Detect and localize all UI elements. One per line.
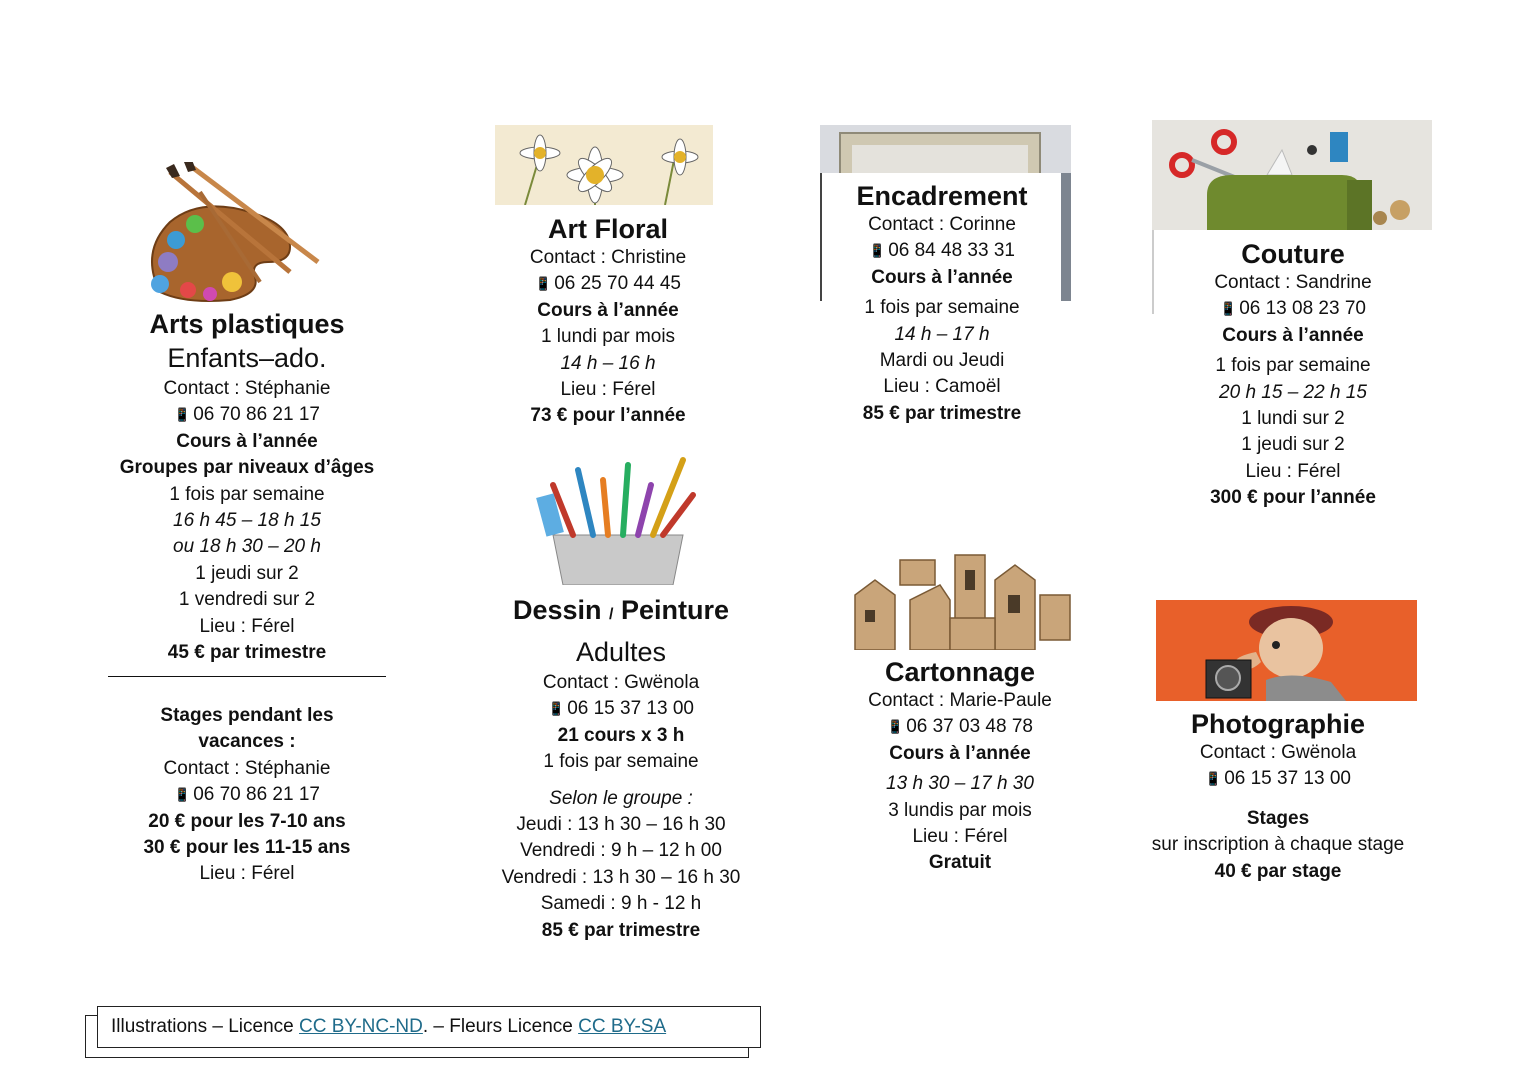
photographer-illustration <box>1156 600 1417 701</box>
arts-line: ou 18 h 30 – 20 h <box>173 536 321 558</box>
couture-line: Lieu : Férel <box>1245 460 1341 482</box>
floral-title: Art Floral <box>547 214 668 244</box>
arts-line: Lieu : Férel <box>199 615 295 637</box>
arts-line: 1 vendredi sur 2 <box>178 589 316 611</box>
arts-title: Arts plastiques <box>149 309 345 339</box>
floral-contact: Contact : Christine <box>529 247 687 268</box>
floral-price: 73 € pour l’année <box>530 405 686 427</box>
floral-line: 14 h – 16 h <box>560 352 656 374</box>
brushes-illustration <box>533 455 703 585</box>
arts-line: 1 fois par semaine <box>169 483 325 505</box>
stages-place: Lieu : Férel <box>199 863 295 885</box>
dessin-group-title: Selon le groupe : <box>549 787 693 809</box>
couture-line: Cours à l’année <box>1222 324 1364 346</box>
mobile-phone-icon: 📱 <box>174 407 191 423</box>
dessin-group: Vendredi : 13 h 30 – 16 h 30 <box>501 866 741 888</box>
cartonnage-phone: 06 37 03 48 78 <box>906 716 1033 738</box>
license-link-cc-by-nc-nd[interactable]: CC BY-NC-ND <box>299 1016 423 1037</box>
section-divider <box>108 676 386 677</box>
arts-subtitle: Enfants–ado. <box>167 343 327 373</box>
couture-section <box>1163 238 1423 512</box>
stages-price: 30 € pour les 11-15 ans <box>143 837 351 859</box>
mobile-phone-icon: 📱 <box>887 719 904 735</box>
arts-line: Cours à l’année <box>176 430 318 452</box>
dessin-title-a: Dessin <box>512 595 602 625</box>
palette-illustration <box>140 162 322 302</box>
dessin-line: 21 cours x 3 h <box>557 724 685 746</box>
stages-phone: 06 70 86 21 17 <box>193 784 320 806</box>
stages-title: vacances : <box>198 731 296 753</box>
encadrement-line: Lieu : Camoël <box>883 376 1001 398</box>
photo-title: Photographie <box>1191 709 1365 739</box>
couture-contact: Contact : Sandrine <box>1214 272 1372 293</box>
dessin-group: Vendredi : 9 h – 12 h 00 <box>520 840 722 862</box>
dessin-subtitle: Adultes <box>575 637 667 667</box>
arts-phone: 06 70 86 21 17 <box>193 404 320 426</box>
couture-line: 1 jeudi sur 2 <box>1241 434 1345 456</box>
couture-phone-line <box>1163 296 1423 322</box>
stages-price: 20 € pour les 7-10 ans <box>148 810 346 832</box>
dessin-title-b: Peinture <box>621 595 730 625</box>
cartonnage-price: Gratuit <box>928 852 992 874</box>
dessin-line: 1 fois par semaine <box>543 751 699 773</box>
dessin-contact: Contact : Gwënola <box>542 672 700 693</box>
stages-phone-line <box>96 782 398 808</box>
floral-line: 1 lundi par mois <box>540 326 676 348</box>
dessin-title <box>468 594 774 631</box>
mobile-phone-icon: 📱 <box>1205 771 1222 787</box>
photo-phone-line <box>1138 766 1418 792</box>
encadrement-price: 85 € par trimestre <box>862 402 1022 424</box>
photo-line: Stages <box>1246 807 1310 829</box>
encadrement-section <box>812 180 1072 427</box>
floral-phone-line <box>478 271 738 297</box>
cartonnage-line: 3 lundis par mois <box>888 799 1032 821</box>
mobile-phone-icon: 📱 <box>535 276 552 292</box>
encadrement-line: Cours à l’année <box>871 266 1013 288</box>
mobile-phone-icon: 📱 <box>548 701 565 717</box>
cartonnage-line: 13 h 30 – 17 h 30 <box>886 773 1034 795</box>
floral-line: Cours à l’année <box>537 299 679 321</box>
encadrement-phone-line <box>812 238 1072 264</box>
dessin-phone: 06 15 37 13 00 <box>567 698 694 720</box>
arts-line: 16 h 45 – 18 h 15 <box>173 510 321 532</box>
footer-text-1: Illustrations – Licence <box>111 1016 299 1037</box>
arts-price: 45 € par trimestre <box>167 642 327 664</box>
cardboard-houses-illustration <box>850 540 1078 650</box>
floral-line: Lieu : Férel <box>560 379 656 401</box>
cartonnage-contact: Contact : Marie-Paule <box>868 690 1052 711</box>
stages-title: Stages pendant les <box>160 705 334 726</box>
cartonnage-line: Cours à l’année <box>889 742 1031 764</box>
photo-phone: 06 15 37 13 00 <box>1224 768 1351 790</box>
encadrement-line: 1 fois par semaine <box>864 297 1020 319</box>
mobile-phone-icon: 📱 <box>869 243 886 259</box>
dessin-group: Jeudi : 13 h 30 – 16 h 30 <box>516 814 726 836</box>
encadrement-line: Mardi ou Jeudi <box>879 350 1005 372</box>
cartonnage-line: Lieu : Férel <box>912 826 1008 848</box>
couture-price: 300 € pour l’année <box>1210 487 1376 509</box>
footer-text-2: . – Fleurs Licence <box>422 1016 579 1037</box>
dessin-group: Samedi : 9 h - 12 h <box>540 893 702 915</box>
encadrement-contact: Contact : Corinne <box>868 214 1016 235</box>
arts-line: 1 jeudi sur 2 <box>195 562 299 584</box>
couture-line: 20 h 15 – 22 h 15 <box>1219 381 1367 403</box>
arts-line: Groupes par niveaux d’âges <box>119 457 375 479</box>
footer-license <box>111 1016 666 1038</box>
encadrement-phone: 06 84 48 33 31 <box>888 240 1015 262</box>
arts-contact: Contact : Stéphanie <box>163 378 331 399</box>
couture-title: Couture <box>1241 239 1345 269</box>
cartonnage-section <box>830 656 1090 877</box>
daisies-illustration <box>495 125 713 205</box>
couture-phone: 06 13 08 23 70 <box>1239 298 1366 320</box>
couture-line: 1 lundi sur 2 <box>1241 408 1345 430</box>
encadrement-line: 14 h – 17 h <box>894 323 990 345</box>
photo-contact: Contact : Gwënola <box>1199 742 1357 763</box>
couture-line: 1 fois par semaine <box>1215 355 1371 377</box>
photo-price: 40 € par stage <box>1214 860 1342 882</box>
photo-line: sur inscription à chaque stage <box>1151 834 1405 856</box>
arts-plastiques-section <box>96 308 398 666</box>
encadrement-title: Encadrement <box>856 181 1028 211</box>
arts-stages-section <box>96 703 398 888</box>
mobile-phone-icon: 📱 <box>174 787 191 803</box>
floral-phone: 06 25 70 44 45 <box>554 273 681 295</box>
photographie-section <box>1138 708 1418 885</box>
mobile-phone-icon: 📱 <box>1220 301 1237 317</box>
dessin-peinture-section <box>468 594 774 944</box>
stages-contact: Contact : Stéphanie <box>163 757 331 779</box>
dessin-price: 85 € par trimestre <box>541 919 701 941</box>
arts-phone-line <box>96 402 398 428</box>
cartonnage-title: Cartonnage <box>884 657 1036 687</box>
art-floral-section <box>478 213 738 430</box>
license-link-cc-by-sa[interactable]: CC BY-SA <box>578 1016 667 1037</box>
dessin-phone-line <box>468 696 774 722</box>
dessin-title-separator: / <box>609 606 614 623</box>
cartonnage-phone-line <box>830 714 1090 740</box>
